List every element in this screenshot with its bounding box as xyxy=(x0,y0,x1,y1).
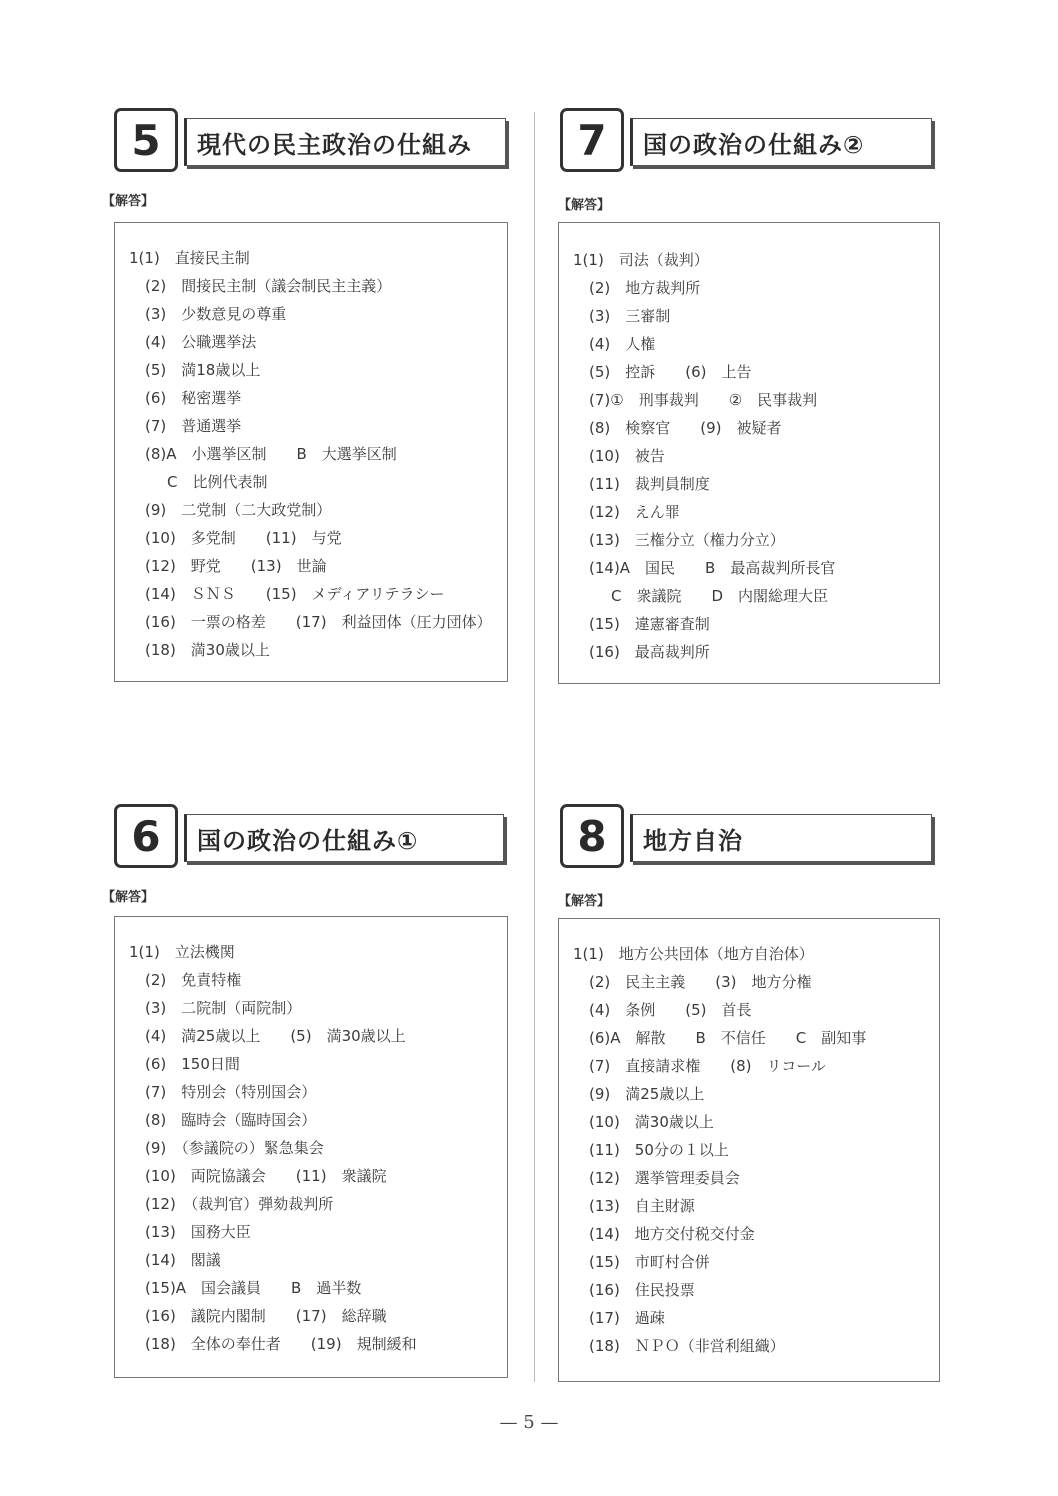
answer-line: (14)A 国民 B 最高裁判所長官 xyxy=(589,559,836,577)
answer-line: (15)A 国会議員 B 過半数 xyxy=(145,1279,362,1297)
answer-line: (4) 条例 (5) 首長 xyxy=(589,1001,752,1019)
section-7 xyxy=(558,108,960,661)
section-title: 国の政治の仕組み② xyxy=(630,118,932,166)
answer-line: (14) 閣議 xyxy=(145,1251,221,1269)
answer-line: 1(1) 司法（裁判） xyxy=(573,251,709,269)
answer-line: C 衆議院 D 内閣総理大臣 xyxy=(611,587,829,605)
answer-line: (6) 秘密選挙 xyxy=(145,389,242,407)
answer-line: (10) 被告 xyxy=(589,447,665,465)
answer-line: (12) えん罪 xyxy=(589,503,680,521)
answer-line: (3) 二院制（両院制） xyxy=(145,999,302,1017)
section-number: 6 xyxy=(114,804,178,868)
answer-line: (7) 普通選挙 xyxy=(145,417,242,435)
answer-line: (18) 満30歳以上 xyxy=(145,641,270,659)
answer-line: (16) 最高裁判所 xyxy=(589,643,710,661)
answer-label: 【解答】 xyxy=(558,894,611,909)
answer-line: (10) 両院協議会 (11) 衆議院 xyxy=(145,1167,387,1185)
answer-line: (15) 市町村合併 xyxy=(589,1253,710,1271)
section-6 xyxy=(102,804,514,1353)
answer-line: (3) 三審制 xyxy=(589,307,671,325)
column-divider xyxy=(534,112,535,1382)
section-number: 5 xyxy=(114,108,178,172)
answer-line: (2) 間接民主制（議会制民主主義） xyxy=(145,277,392,295)
answer-line: (8)A 小選挙区制 B 大選挙区制 xyxy=(145,445,397,463)
answer-box xyxy=(558,918,940,1382)
answer-line: (13) 自主財源 xyxy=(589,1197,695,1215)
answer-line: (11) 50分の１以上 xyxy=(589,1141,729,1159)
answer-line: (5) 満18歳以上 xyxy=(145,361,261,379)
section-title: 地方自治 xyxy=(630,814,932,862)
answer-line: (10) 多党制 (11) 与党 xyxy=(145,529,342,547)
answer-line: (8) 検察官 (9) 被疑者 xyxy=(589,419,782,437)
answer-line: 1(1) 直接民主制 xyxy=(129,249,250,267)
page-number: — 5 — xyxy=(499,1412,559,1433)
answer-line: (2) 地方裁判所 xyxy=(589,279,701,297)
answer-line: (18) 全体の奉仕者 (19) 規制緩和 xyxy=(145,1335,417,1353)
answer-line: (6)A 解散 B 不信任 C 副知事 xyxy=(589,1029,867,1047)
section-header xyxy=(114,108,514,172)
answer-line: (16) 一票の格差 (17) 利益団体（圧力団体） xyxy=(145,613,492,631)
answer-line: (14) ＳＮＳ (15) メディアリテラシー xyxy=(145,585,445,603)
answer-line: (11) 裁判員制度 xyxy=(589,475,710,493)
section-8 xyxy=(558,804,960,1355)
answer-line: (2) 免責特権 xyxy=(145,971,242,989)
answer-line: (7) 直接請求権 (8) リコール xyxy=(589,1057,826,1075)
answer-label: 【解答】 xyxy=(102,890,155,905)
answer-line: (6) 150日間 xyxy=(145,1055,240,1073)
answer-line: (7) 特別会（特別国会） xyxy=(145,1083,317,1101)
section-number: 7 xyxy=(560,108,624,172)
answer-line: (18) ＮＰＯ（非営利組織） xyxy=(589,1337,785,1355)
answer-line: (3) 少数意見の尊重 xyxy=(145,305,287,323)
section-header xyxy=(560,804,960,868)
answer-line: C 比例代表制 xyxy=(167,473,268,491)
answer-line: (5) 控訴 (6) 上告 xyxy=(589,363,752,381)
answer-line: (8) 臨時会（臨時国会） xyxy=(145,1111,317,1129)
answer-line: 1(1) 地方公共団体（地方自治体） xyxy=(573,945,814,963)
answer-line: (14) 地方交付税交付金 xyxy=(589,1225,755,1243)
answer-line: (12) 野党 (13) 世論 xyxy=(145,557,327,575)
section-title: 現代の民主政治の仕組み xyxy=(184,118,506,166)
section-header xyxy=(560,108,960,172)
answer-line: (4) 公職選挙法 xyxy=(145,333,257,351)
answer-line: (12) 選挙管理委員会 xyxy=(589,1169,740,1187)
answer-box xyxy=(558,222,940,684)
answer-line: (12) （裁判官）弾劾裁判所 xyxy=(145,1195,334,1213)
answer-line: (9) 二党制（二大政党制） xyxy=(145,501,332,519)
section-5 xyxy=(102,108,514,659)
section-title: 国の政治の仕組み① xyxy=(184,814,504,862)
section-number: 8 xyxy=(560,804,624,868)
answer-box xyxy=(114,916,508,1378)
answer-line: (16) 住民投票 xyxy=(589,1281,695,1299)
answer-line: (7)① 刑事裁判 ② 民事裁判 xyxy=(589,391,818,409)
answer-line: (15) 違憲審査制 xyxy=(589,615,710,633)
answer-line: (13) 三権分立（権力分立） xyxy=(589,531,785,549)
answer-line: (13) 国務大臣 xyxy=(145,1223,251,1241)
section-header xyxy=(114,804,514,868)
answer-line: (4) 人権 xyxy=(589,335,656,353)
answer-label: 【解答】 xyxy=(102,194,155,209)
answer-line: (10) 満30歳以上 xyxy=(589,1113,714,1131)
answer-line: (16) 議院内閣制 (17) 総辞職 xyxy=(145,1307,387,1325)
answer-line: 1(1) 立法機関 xyxy=(129,943,235,961)
answer-line: (2) 民主主義 (3) 地方分権 xyxy=(589,973,812,991)
answer-box xyxy=(114,222,508,682)
answer-line: (9) （参議院の）緊急集会 xyxy=(145,1139,324,1157)
answer-line: (4) 満25歳以上 (5) 満30歳以上 xyxy=(145,1027,406,1045)
answer-line: (9) 満25歳以上 xyxy=(589,1085,705,1103)
answer-label: 【解答】 xyxy=(558,198,611,213)
answer-line: (17) 過疎 xyxy=(589,1309,665,1327)
